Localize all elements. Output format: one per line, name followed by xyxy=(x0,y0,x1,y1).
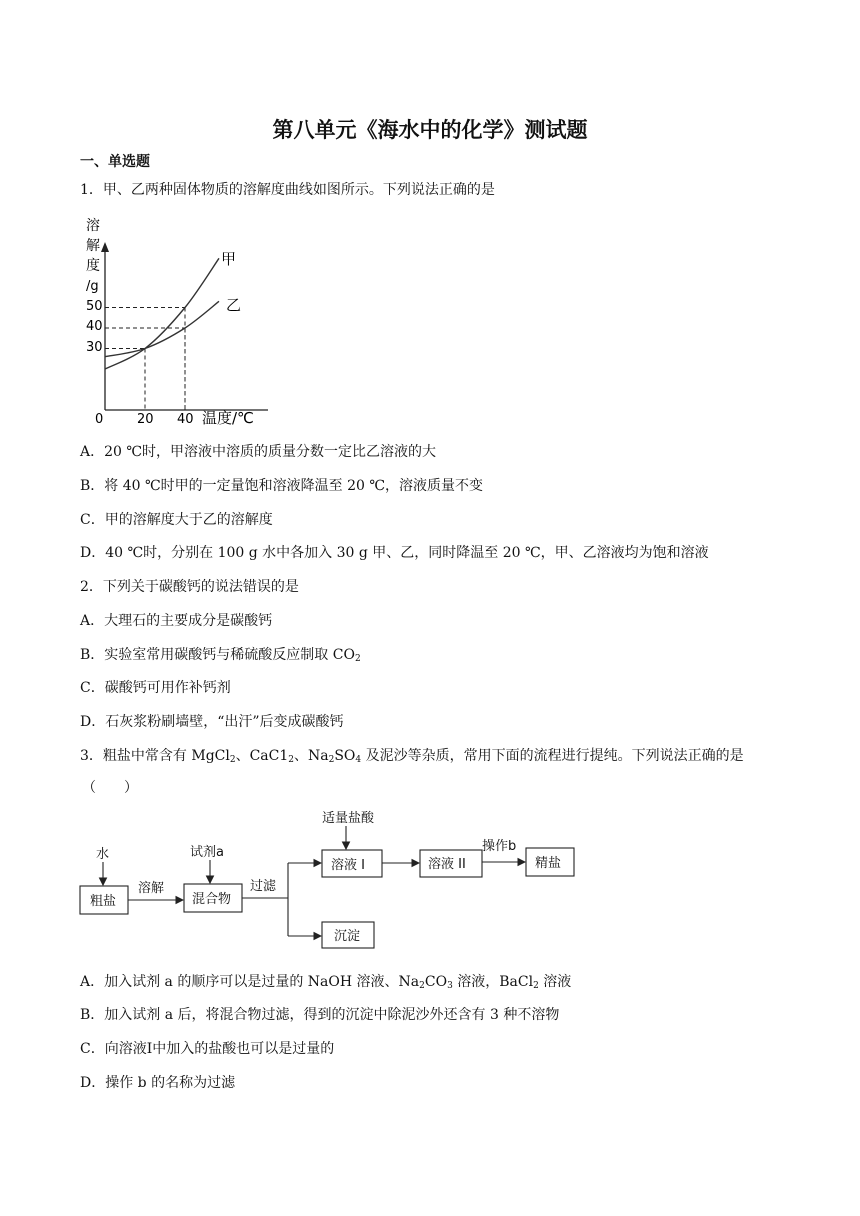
subscript: 2 xyxy=(288,755,294,765)
q1-option-a: A．20 ℃时，甲溶液中溶质的质量分数一定比乙溶液的大 xyxy=(80,444,437,460)
subscript: 2 xyxy=(354,654,361,664)
q3-stem-part: 、CaC1 xyxy=(235,748,289,764)
q3-option-d: D．操作 b 的名称为过滤 xyxy=(80,1075,236,1091)
label-water: 水 xyxy=(96,847,110,862)
q3-option-a-part: A．加入试剂 a 的顺序可以是过量的 NaOH 溶液、Na xyxy=(80,974,420,990)
label-solution-2: 溶液 II xyxy=(428,857,466,872)
label-crude-salt: 粗盐 xyxy=(90,894,117,909)
y-label-3: 度 xyxy=(86,258,100,274)
q3-option-c: C．向溶液Ⅰ中加入的盐酸也可以是过量的 xyxy=(80,1041,335,1057)
y-label-1: 溶 xyxy=(86,218,100,234)
q3-option-b: B．加入试剂 a 后，将混合物过滤，得到的沉淀中除泥沙外还含有 3 种不溶物 xyxy=(80,1007,560,1023)
label-dissolve: 溶解 xyxy=(138,881,165,896)
q3-stem-part: 、Na xyxy=(294,748,329,764)
y-tick-40: 40 xyxy=(86,319,103,334)
label-precipitate: 沉淀 xyxy=(334,929,361,944)
q3-option-a-part: CO xyxy=(424,974,448,990)
x-label: 温度/℃ xyxy=(202,409,254,427)
q1-option-b: B．将 40 ℃时甲的一定量饱和溶液降温至 20 ℃，溶液质量不变 xyxy=(80,478,484,494)
subscript: 2 xyxy=(419,981,425,991)
subscript: 4 xyxy=(355,755,362,765)
question-3-stem xyxy=(80,745,744,765)
label-filter: 过滤 xyxy=(250,879,277,894)
q2-option-a: A．大理石的主要成分是碳酸钙 xyxy=(80,613,273,629)
q3-option-a-part: 溶液 xyxy=(538,974,572,990)
q3-option-a-part: 溶液，BaCl xyxy=(452,974,534,990)
q3-stem-part: 及泥沙等杂质，常用下面的流程进行提纯。下列说法正确的是 xyxy=(361,748,744,764)
x-tick-0: 0 xyxy=(95,412,104,427)
series-yi-label: 乙 xyxy=(226,296,242,314)
subscript: 3 xyxy=(447,981,453,991)
q2-option-d: D．石灰浆粉刷墙壁，“出汗”后变成碳酸钙 xyxy=(80,714,344,730)
y-label-2: 解 xyxy=(86,238,100,254)
page-title: 第八单元《海水中的化学》测试题 xyxy=(272,118,588,142)
q2-option-b xyxy=(80,644,361,664)
label-solution-1: 溶液 I xyxy=(331,858,365,873)
solubility-chart xyxy=(78,212,278,432)
y-label-4: /g xyxy=(86,279,99,294)
y-tick-50: 50 xyxy=(86,299,103,314)
label-refined-salt: 精盐 xyxy=(535,856,562,871)
q1-option-d: D．40 ℃时，分别在 100 g 水中各加入 30 g 甲、乙，同时降温至 20 ℃，甲、乙溶液均为饱和溶液 xyxy=(80,545,709,561)
label-reagent-a: 试剂a xyxy=(190,845,224,860)
x-tick-40: 40 xyxy=(177,412,194,427)
label-operation-b: 操作b xyxy=(482,839,517,854)
label-mixture: 混合物 xyxy=(192,892,232,907)
question-2-stem: 2．下列关于碳酸钙的说法错误的是 xyxy=(80,579,299,595)
series-jia-curve xyxy=(105,258,219,369)
subscript: 2 xyxy=(328,755,335,765)
question-1-stem: 1．甲、乙两种固体物质的溶解度曲线如图所示。下列说法正确的是 xyxy=(80,182,495,198)
q1-option-c: C．甲的溶解度大于乙的溶解度 xyxy=(80,512,273,528)
answer-bracket: （ ） xyxy=(82,780,138,796)
q3-option-a xyxy=(80,971,571,991)
section-heading: 一、单选题 xyxy=(80,154,150,170)
y-tick-30: 30 xyxy=(86,340,103,355)
series-jia-label: 甲 xyxy=(221,250,237,268)
y-axis-arrow xyxy=(101,242,109,252)
q3-stem-part: SO xyxy=(334,748,356,764)
label-hcl: 适量盐酸 xyxy=(322,811,375,826)
purification-flowchart xyxy=(78,804,588,954)
q3-stem-part: 3．粗盐中常含有 MgCl xyxy=(80,748,230,764)
q2-option-c: C．碳酸钙可用作补钙剂 xyxy=(80,680,231,696)
subscript: 2 xyxy=(229,755,236,765)
x-tick-20: 20 xyxy=(137,412,154,427)
subscript: 2 xyxy=(533,981,539,991)
q2-option-b-text: B．实验室常用碳酸钙与稀硫酸反应制取 CO xyxy=(80,647,355,663)
